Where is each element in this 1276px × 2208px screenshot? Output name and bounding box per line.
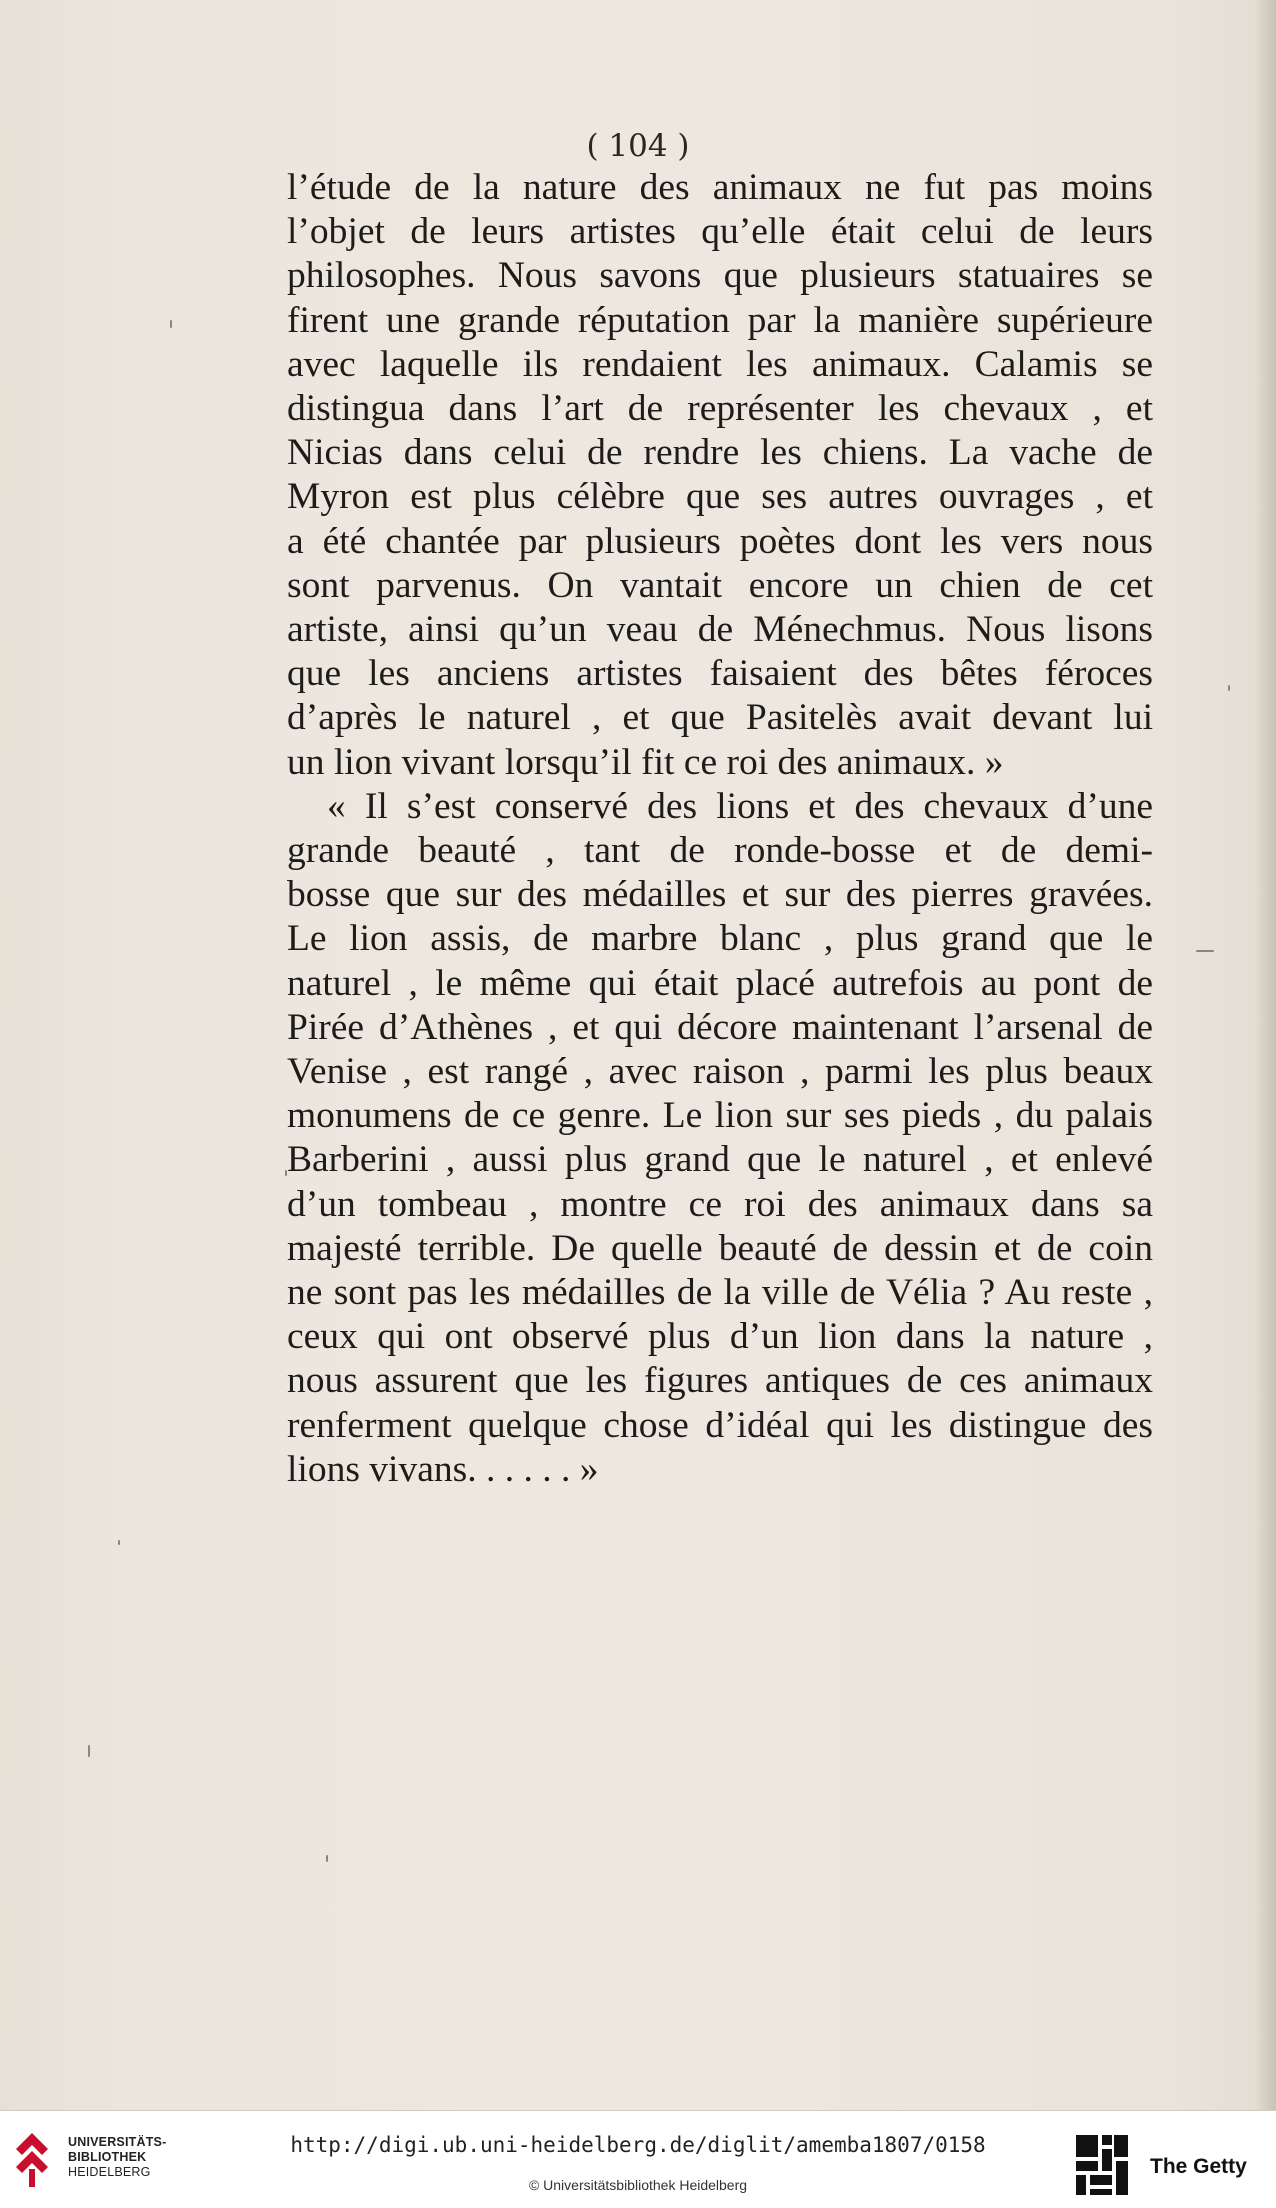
text-line: artiste, ainsi qu’un veau de Ménechmus. Nous lisons — [287, 609, 1153, 651]
copyright-notice: © Universitätsbibliothek Heidelberg — [528, 2177, 748, 2193]
text-line: Barberini , aussi plus grand que le naturel , et enlevé — [287, 1139, 1153, 1181]
text-line: que les anciens artistes faisaient des bêtes féroces — [287, 653, 1153, 695]
text-line: l’objet de leurs artistes qu’elle était celui de leurs — [287, 211, 1153, 253]
text-line: ne sont pas les médailles de la ville de Vélia ? Au reste , — [287, 1272, 1153, 1314]
text-line: un lion vivant lorsqu’il fit ce roi des animaux. » — [287, 741, 1004, 783]
text-line: d’un tombeau , montre ce roi des animaux dans sa — [287, 1183, 1153, 1225]
text-line: bosse que sur des médailles et sur des pierres gravées. — [287, 874, 1153, 916]
text-line: philosophes. Nous savons que plusieurs statuaires se — [287, 255, 1153, 297]
text-line: monumens de ce genre. Le lion sur ses pieds , du palais — [287, 1095, 1153, 1137]
getty-logo-icon — [1074, 2133, 1130, 2199]
page-number: ( 104 ) — [586, 128, 690, 164]
text-line: majesté terrible. De quelle beauté de dessin et de coin — [287, 1227, 1153, 1269]
text-line: lions vivans. . . . . . » — [287, 1448, 599, 1490]
text-line: distingua dans l’art de représenter les chevaux , et — [287, 388, 1153, 430]
text-line: Le lion assis, de marbre blanc , plus grand que le — [287, 918, 1153, 960]
text-line: naturel , le même qui était placé autrefois au pont de — [287, 962, 1153, 1004]
text-line: Pirée d’Athènes , et qui décore maintenant l’arsenal de — [287, 1006, 1153, 1048]
text-line: avec laquelle ils rendaient les animaux. Calamis se — [287, 343, 1153, 385]
text-line: sont parvenus. On vantait encore un chien de cet — [287, 564, 1153, 606]
text-line: Venise , est rangé , avec raison , parmi les plus beaux — [287, 1051, 1153, 1093]
institution-line: HEIDELBERG — [68, 2165, 151, 2179]
text-line: grande beauté , tant de ronde-bosse et de demi- — [287, 830, 1153, 872]
viewer-footer — [0, 2110, 1276, 2208]
text-line: nous assurent que les figures antiques de ces animaux — [287, 1360, 1153, 1402]
text-line: firent une grande réputation par la manière supérieure — [287, 299, 1153, 341]
text-line: « Il s’est conservé des lions et des chevaux d’une — [327, 785, 1153, 827]
institution-line: UNIVERSITÄTS- — [68, 2135, 167, 2149]
body-text — [287, 166, 1153, 1492]
page-fold-shadow — [1254, 0, 1276, 2110]
text-line: l’étude de la nature des animaux ne fut pas moins — [287, 167, 1153, 208]
partner-name: The Getty — [1150, 2155, 1247, 2178]
institution-line: BIBLIOTHEK — [68, 2150, 147, 2164]
text-line: Nicias dans celui de rendre les chiens. La vache de — [287, 432, 1153, 474]
text-line: a été chantée par plusieurs poètes dont les vers nous — [287, 520, 1153, 562]
text-line: Myron est plus célèbre que ses autres ouvrages , et — [287, 476, 1153, 518]
permalink-url[interactable]: http://digi.ub.uni-heidelberg.de/diglit/amemba1807/0158 — [290, 2133, 986, 2157]
text-line: d’après le naturel , et que Pasitelès avait devant lui — [287, 697, 1153, 739]
text-line: ceux qui ont observé plus d’un lion dans la nature , — [287, 1316, 1153, 1358]
text-line: renferment quelque chose d’idéal qui les distingue des — [287, 1404, 1153, 1446]
